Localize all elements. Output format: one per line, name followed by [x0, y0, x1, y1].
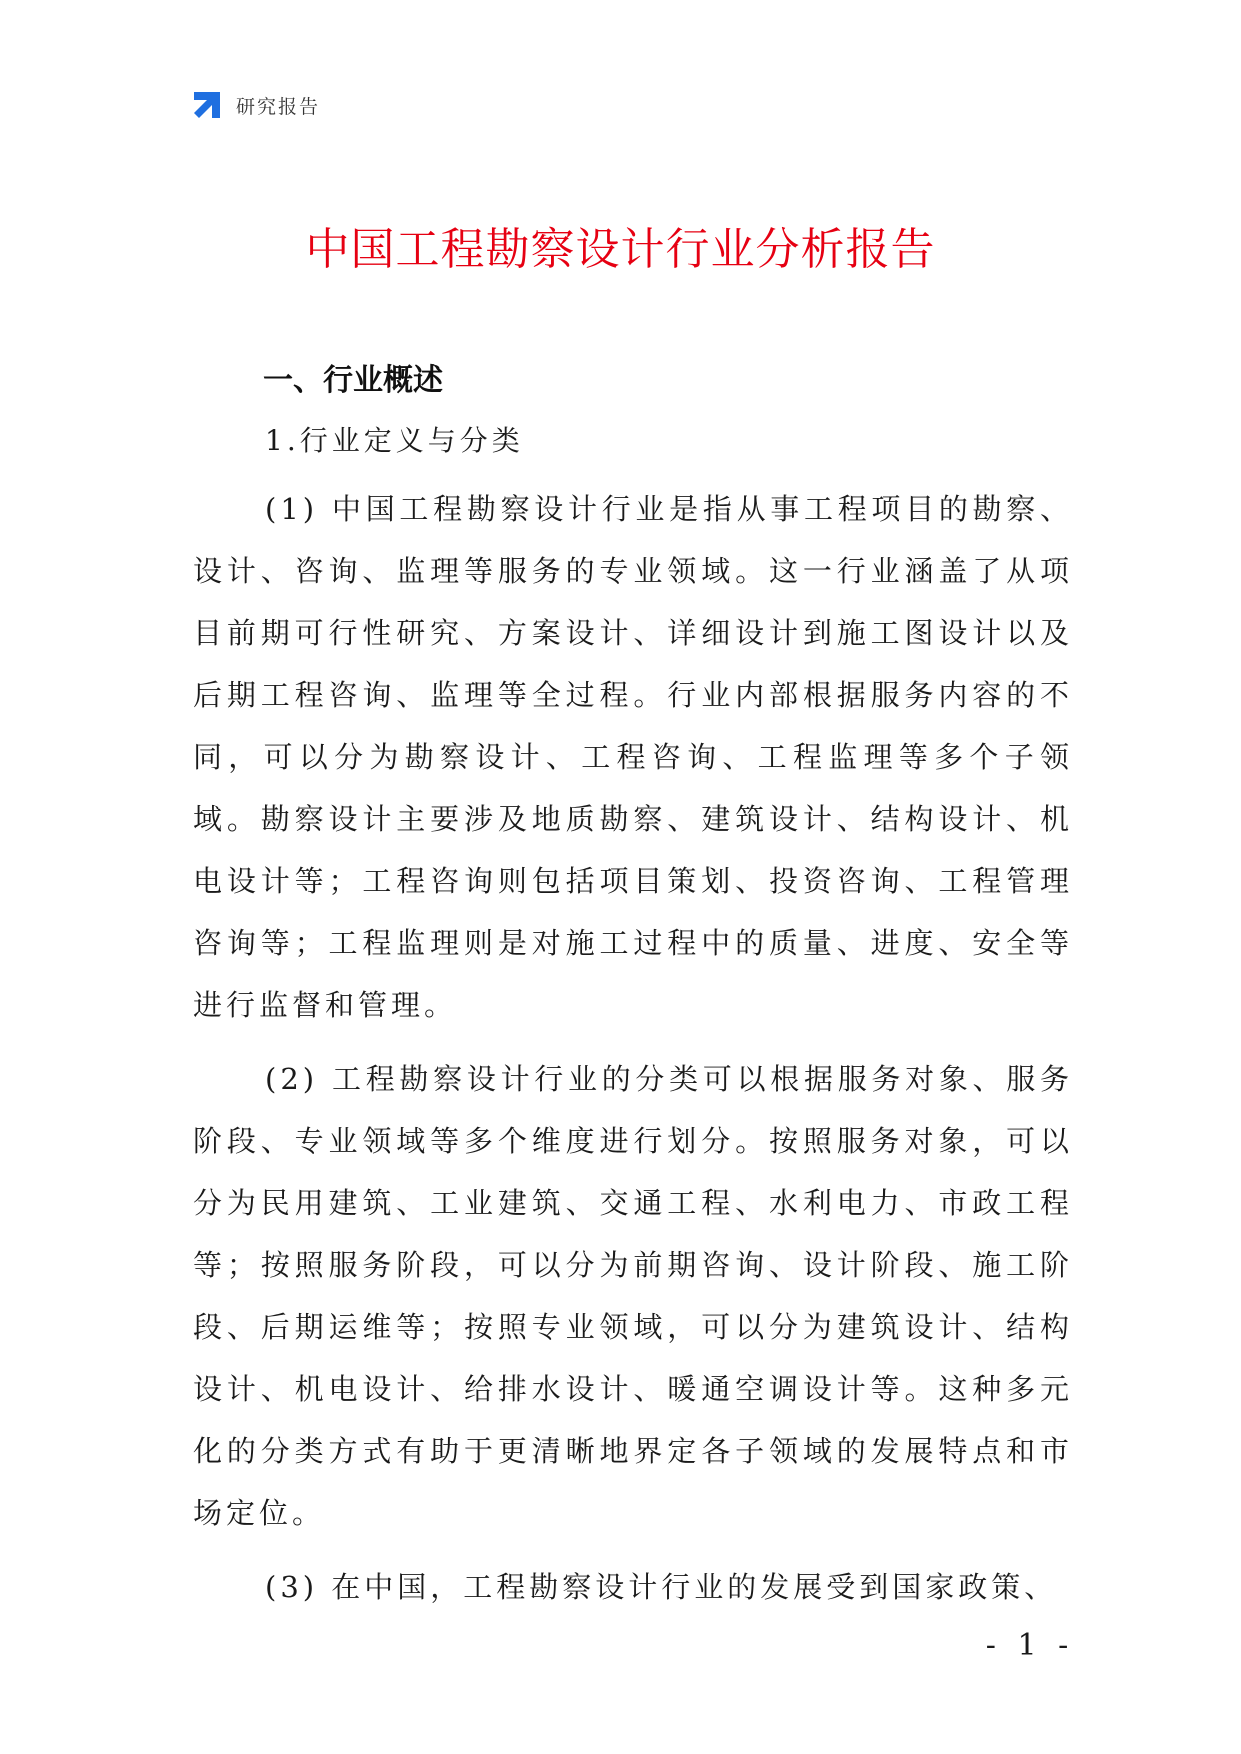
document-body	[193, 356, 1073, 1618]
document-title: 中国工程勘察设计行业分析报告	[305, 224, 936, 275]
section-heading-overview: 一、行业概述	[263, 363, 443, 398]
paragraph-1: (1) 中国工程勘察设计行业是指从事工程项目的勘察、设计、咨询、监理等服务的专业领域。这一行业涵盖了从项目前期可行性研究、方案设计、详细设计到施工图设计以及后期工程咨询、监理等全过程。行业内部根据服务内容的不同，可以分为勘察设计、工程咨询、工程监理等多个子领域。勘察设计主要涉及地质勘察、建筑设计、结构设计、机电设计等；工程咨询则包括项目策划、投资咨询、工程管理咨询等；工程监理则是对施工过程中的质量、进度、安全等进行监督和管理。	[193, 492, 1073, 1022]
paragraph-2: (2) 工程勘察设计行业的分类可以根据服务对象、服务阶段、专业领域等多个维度进行划分。按照服务对象，可以分为民用建筑、工业建筑、交通工程、水利电力、市政工程等；按照服务阶段，可以分为前期咨询、设计阶段、施工阶段、后期运维等；按照专业领域，可以分为建筑设计、结构设计、机电设计、给排水设计、暖通空调设计等。这种多元化的分类方式有助于更清晰地界定各子领域的发展特点和市场定位。	[193, 1062, 1073, 1530]
header	[190, 88, 320, 122]
page-number: - 1 -	[985, 1628, 1075, 1663]
subsection-heading-definition: 1.行业定义与分类	[265, 424, 524, 457]
paragraph-3: (3) 在中国，工程勘察设计行业的发展受到国家政策、	[265, 1570, 1058, 1604]
logo-arrow-icon	[190, 88, 224, 122]
header-label: 研究报告	[236, 95, 321, 118]
